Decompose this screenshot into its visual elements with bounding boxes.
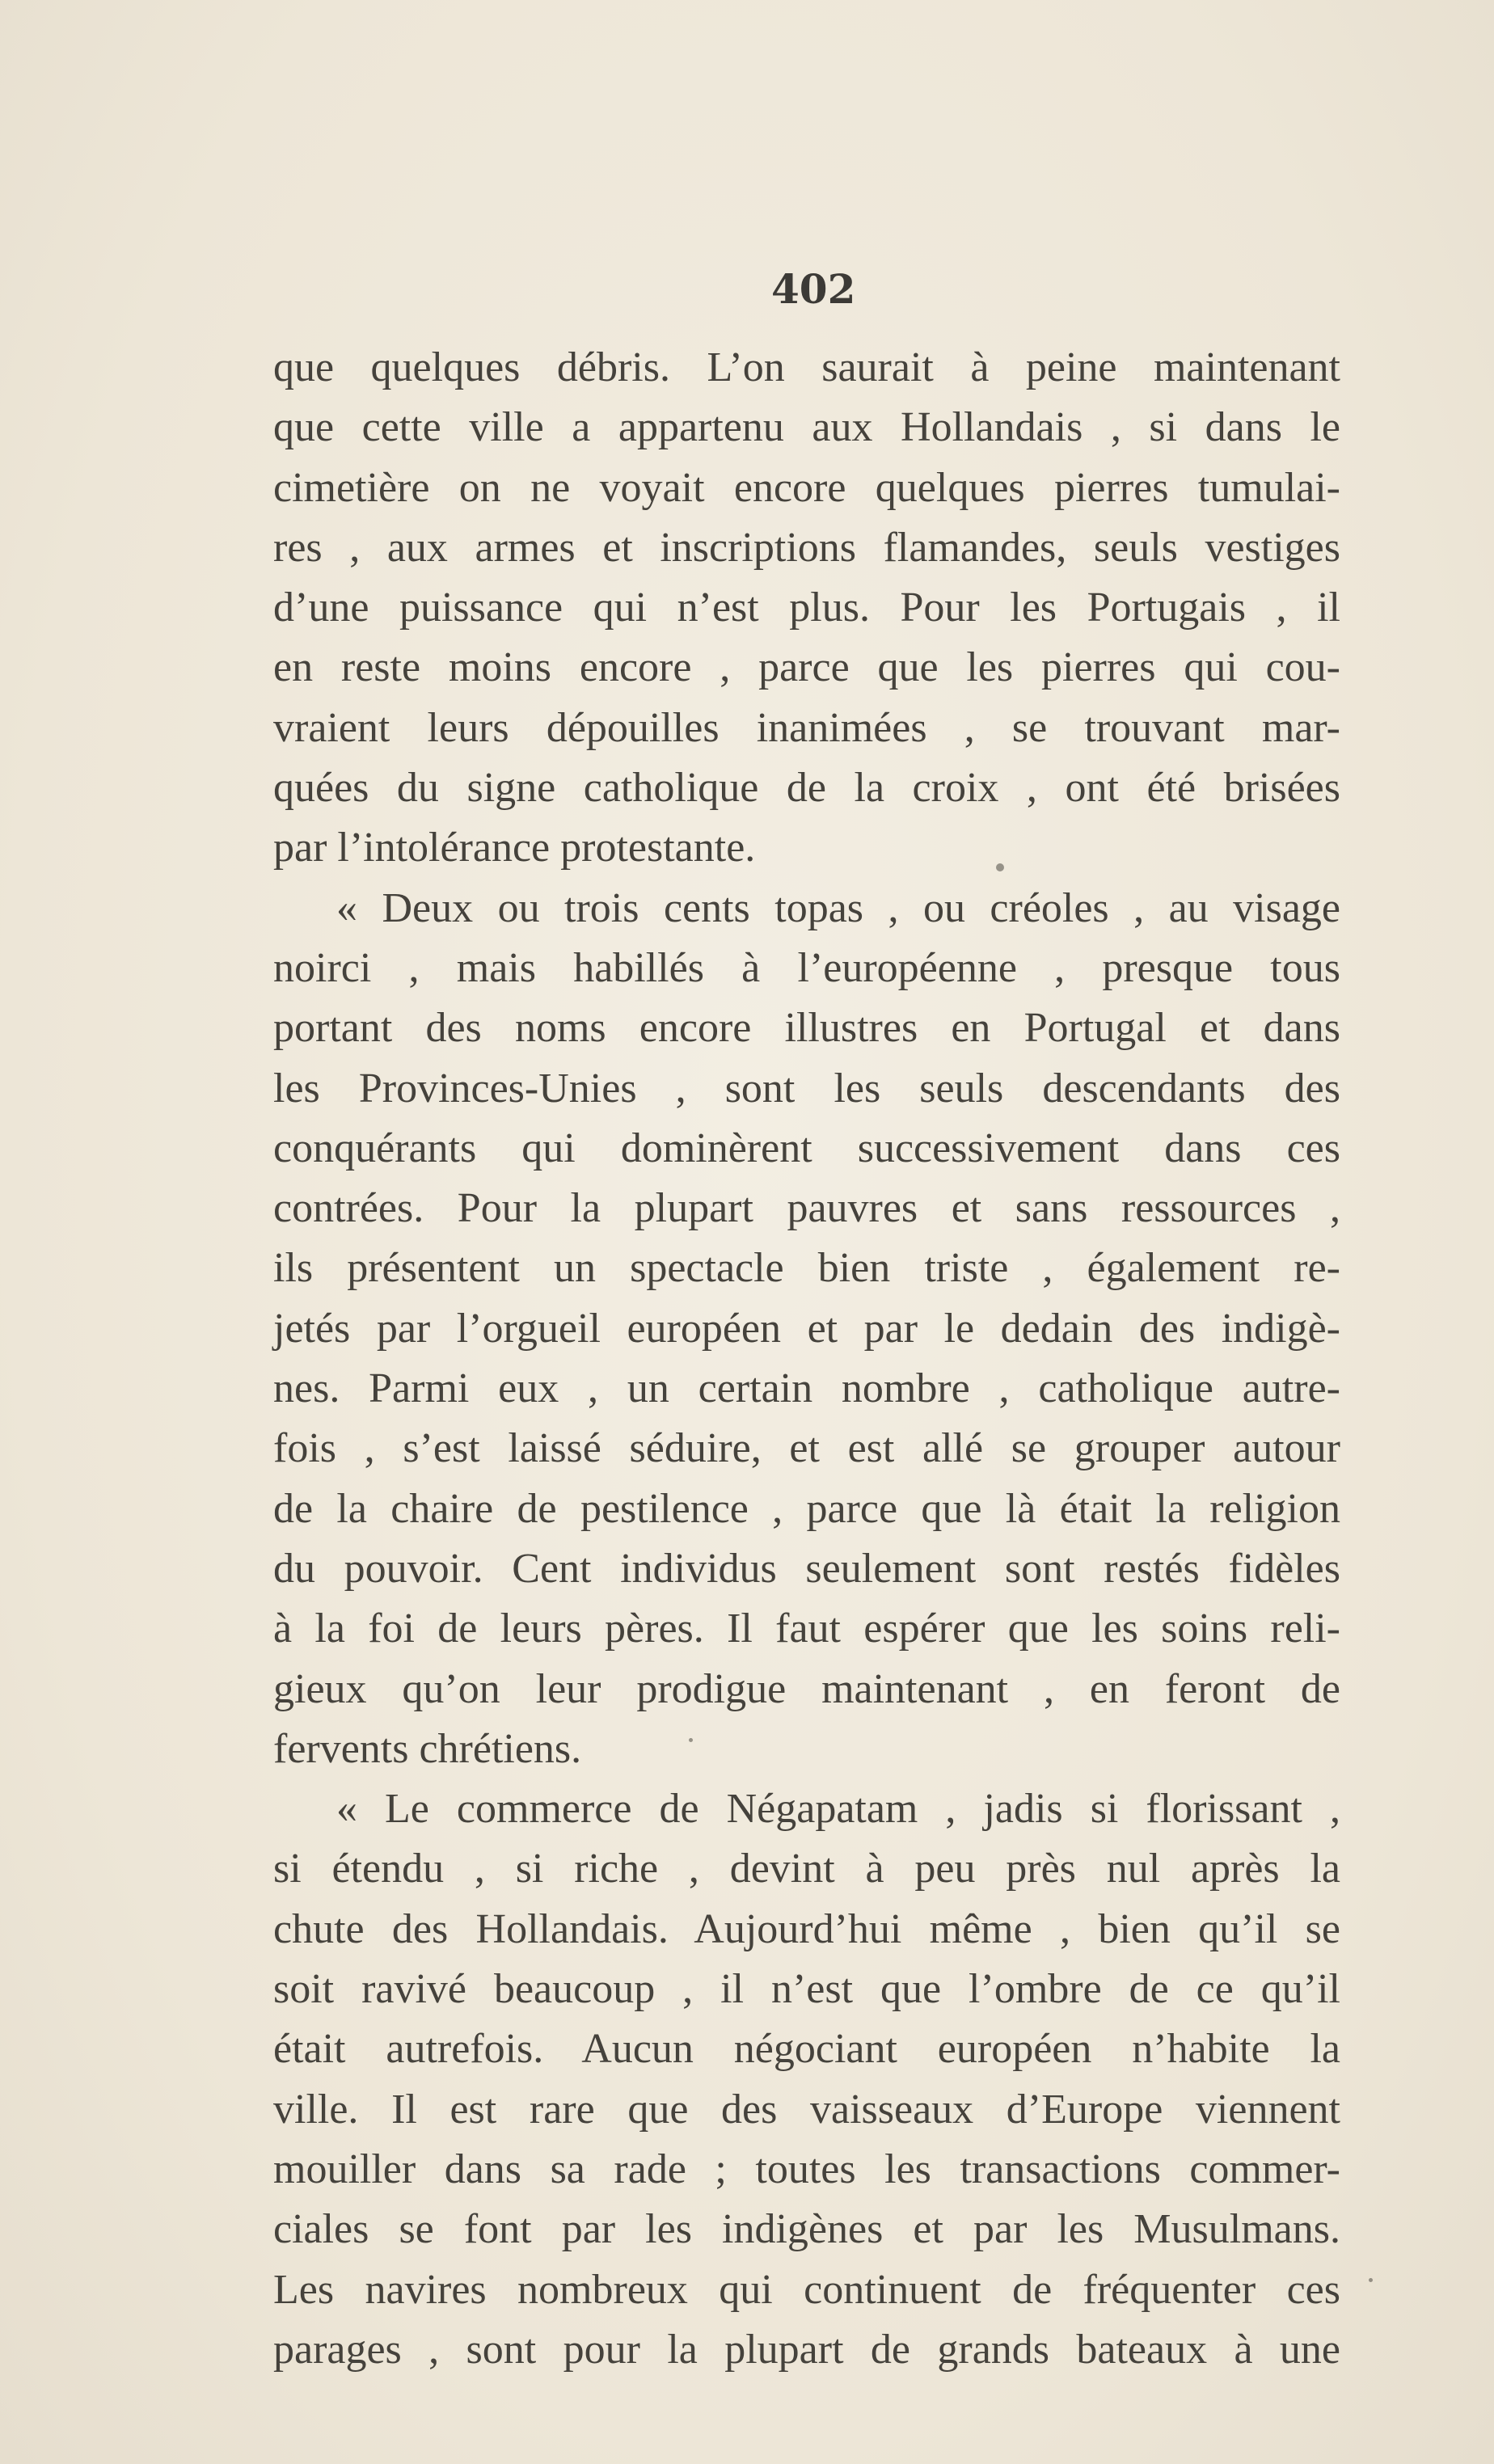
text-line: mouiller dans sa rade ; toutes les transactions commer- bbox=[273, 2145, 1340, 2192]
body-text bbox=[273, 338, 1340, 2380]
text-line: si étendu , si riche , devint à peu près nul après la bbox=[273, 1846, 1340, 1892]
text-line: les Provinces-Unies , sont les seuls descendants des bbox=[273, 1065, 1340, 1112]
text-line: ils présentent un spectacle bien triste , également re- bbox=[273, 1245, 1340, 1292]
text-line: soit ravivé beaucoup , il n’est que l’ombre de ce qu’il bbox=[273, 1966, 1340, 2013]
text-line: contrées. Pour la plupart pauvres et sans ressources , bbox=[273, 1185, 1340, 1232]
text-line: quées du signe catholique de la croix , ont été brisées bbox=[273, 765, 1340, 812]
text-line: « Le commerce de Négapatam , jadis si florissant , bbox=[336, 1786, 1340, 1833]
text-line: en reste moins encore , parce que les pierres qui cou- bbox=[273, 644, 1340, 691]
text-line: conquérants qui dominèrent successivement dans ces bbox=[273, 1124, 1340, 1171]
text-line: vraient leurs dépouilles inanimées , se trouvant mar- bbox=[273, 704, 1340, 751]
text-line: noirci , mais habillés à l’européenne , presque tous bbox=[273, 944, 1340, 991]
text-line: parages , sont pour la plupart de grands bateaux à une bbox=[273, 2326, 1340, 2373]
text-line: cimetière on ne voyait encore quelques pierres tumulai- bbox=[273, 464, 1340, 511]
text-line: que cette ville a appartenu aux Hollandais , si dans le bbox=[273, 404, 1340, 451]
text-line: Les navires nombreux qui continuent de fréquenter ces bbox=[273, 2266, 1340, 2313]
text-line: « Deux ou trois cents topas , ou créoles , au visage bbox=[336, 884, 1340, 931]
text-line: res , aux armes et inscriptions flamandes, seuls vestiges bbox=[273, 524, 1340, 571]
text-line: était autrefois. Aucun négociant européen n’habite la bbox=[273, 2026, 1340, 2073]
text-line: gieux qu’on leur prodigue maintenant , en feront de bbox=[273, 1665, 1340, 1712]
text-line: jetés par l’orgueil européen et par le dedain des indigè- bbox=[273, 1305, 1340, 1352]
text-line: de la chaire de pestilence , parce que là était la religion bbox=[273, 1485, 1340, 1532]
ink-speck bbox=[1369, 2278, 1373, 2282]
text-line: du pouvoir. Cent individus seulement sont restés fidèles bbox=[273, 1545, 1340, 1592]
text-line: ville. Il est rare que des vaisseaux d’Europe viennent bbox=[273, 2086, 1340, 2133]
text-line: par l’intolérance protestante. bbox=[273, 825, 756, 871]
text-line: ciales se font par les indigènes et par les Musulmans. bbox=[273, 2206, 1340, 2253]
text-line: portant des noms encore illustres en Portugal et dans bbox=[273, 1005, 1340, 1052]
text-line: fois , s’est laissé séduire, et est allé se grouper autour bbox=[273, 1425, 1340, 1472]
page-number: 402 bbox=[771, 265, 856, 313]
text-line: d’une puissance qui n’est plus. Pour les Portugais , il bbox=[273, 584, 1340, 631]
text-line: nes. Parmi eux , un certain nombre , catholique autre- bbox=[273, 1365, 1340, 1412]
text-line: à la foi de leurs pères. Il faut espérer que les soins reli- bbox=[273, 1605, 1340, 1652]
text-line: fervents chrétiens. bbox=[273, 1725, 582, 1772]
text-line: que quelques débris. L’on saurait à peine maintenant bbox=[273, 344, 1340, 390]
text-line: chute des Hollandais. Aujourd’hui même , bien qu’il se bbox=[273, 1905, 1340, 1952]
